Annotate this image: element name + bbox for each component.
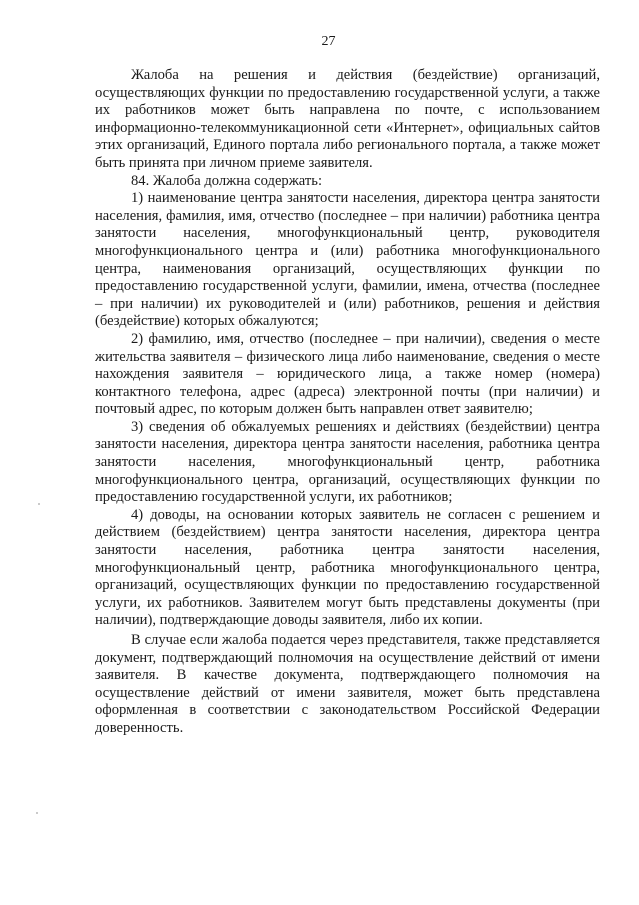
paragraph-complaint-channels: Жалоба на решения и действия (бездействие) организаций, осуществляющих функции по предоставлению государственной услуги, а также их работников может быть направлена по почте, с использованием информационно-телекоммуникационной сети «Интернет», официальных сайтов этих организаций, Единого портала либо регионального портала, а также может быть принята при личном приеме заявителя. bbox=[95, 67, 600, 171]
scan-artifact bbox=[38, 503, 40, 505]
document-body bbox=[95, 67, 600, 738]
paragraph-item-2: 2) фамилию, имя, отчество (последнее – при наличии), сведения о месте жительства заявителя – физического лица либо наименование, сведения о месте нахождения заявителя – юридического лица, а также номер (номера) контактного телефона, адрес (адреса) электронной почты (при наличии) и почтовый адрес, по которым должен быть направлен ответ заявителю; bbox=[95, 330, 600, 418]
paragraph-item-3: 3) сведения об обжалуемых решениях и действиях (бездействии) центра занятости населения, директора центра занятости населения, работника центра занятости населения, многофункциональный центр, работника многофункционального центра, организаций, осуществляющих функции по предоставлению государственной услуги, их работников; bbox=[95, 418, 600, 506]
paragraph-item-1: 1) наименование центра занятости населения, директора центра занятости населения, фамилия, имя, отчество (последнее – при наличии) работника центра занятости населения, многофункциональный центр, руководителя многофункционального центра и (или) работника многофункционального центра, наименования организаций, осуществляющих функции по предоставлению государственной услуги, фамилии, имена, отчества (последнее – при наличии) их руководителей и (или) работников, решения и действия (бездействие) которых обжалуются; bbox=[95, 190, 600, 330]
page-number: 27 bbox=[321, 34, 336, 49]
scan-artifact bbox=[36, 812, 38, 814]
paragraph-84-heading: 84. Жалоба должна содержать: bbox=[131, 172, 322, 189]
paragraph-item-4: 4) доводы, на основании которых заявитель не согласен с решением и действием (бездействием) центра занятости населения, директора центра занятости населения, работника центра занятости населения, многофункциональный центр, работника многофункционального центра, организаций, осуществляющих функции по предоставлению государственной услуги, их работников. Заявителем могут быть представлены документы (при наличии), подтверждающие доводы заявителя, либо их копии. bbox=[95, 506, 600, 629]
paragraph-representative: В случае если жалоба подается через представителя, также представляется документ, подтверждающий полномочия на осуществление действий от имени заявителя. В качестве документа, подтверждающего полномочия на осуществление действий от имени заявителя, может быть представлена оформленная в соответствии с законодательством Российской Федерации доверенность. bbox=[95, 632, 600, 736]
